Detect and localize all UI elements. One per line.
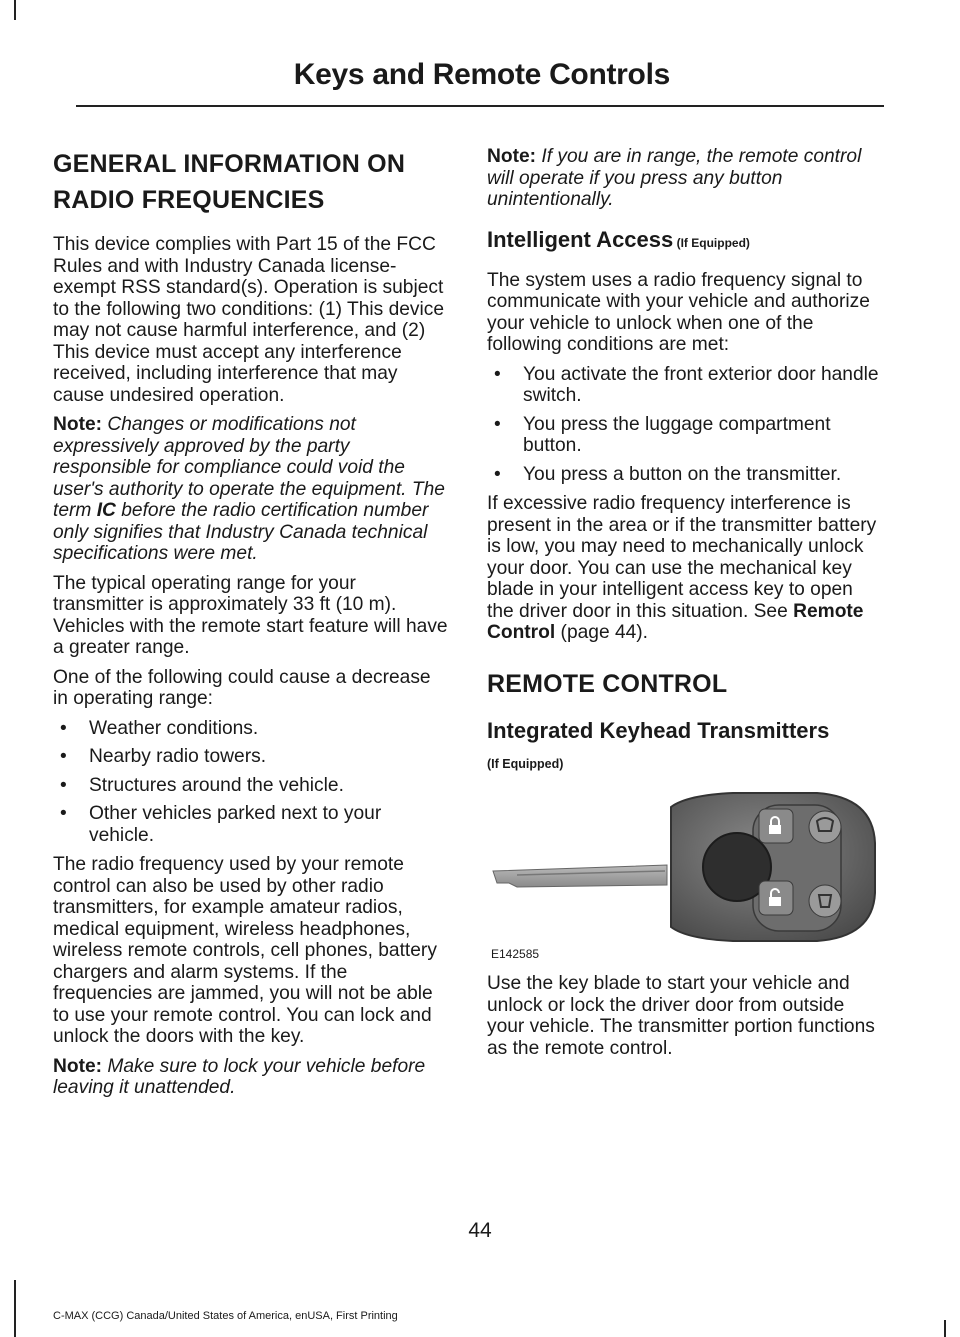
keyhead-transmitter-figure	[487, 787, 879, 965]
crop-mark-bottom-left-v	[14, 1280, 16, 1337]
heading-line-1: GENERAL INFORMATION ON	[53, 150, 406, 178]
integrated-keyhead-heading: Integrated Keyhead Transmitters	[487, 717, 830, 743]
key-fob-illustration	[487, 787, 879, 947]
remote-control-link[interactable]: Remote Control	[487, 600, 864, 643]
note-lock-vehicle	[53, 1056, 449, 1099]
note-in-range	[487, 146, 883, 211]
interference-paragraph	[487, 493, 883, 644]
page-ref: (page 44).	[555, 622, 649, 643]
intelligent-access-paragraph: The system uses a radio frequency signal to communicate with your vehicle and authorize your vehicle to unlock when one of the following conditions are met:	[487, 269, 870, 355]
note-text: Make sure to lock your vehicle before leaving it unattended.	[53, 1055, 426, 1098]
list-item: • You press a button on the transmitter.	[487, 464, 883, 486]
heading-text: Intelligent Access	[487, 226, 674, 252]
note-text: Changes or modifications not expressively approved by the party responsible for compliance could void the user's authority to operate the equipment. The term	[53, 414, 445, 521]
note-modifications	[53, 414, 449, 565]
shared-frequency-paragraph: The radio frequency used by your remote control can also be used by other radio transmitters, for example amateur radios, medical equipment, wireless headphones, wireless remote controls, cell phones, battery chargers and alarm systems. If the frequencies are jammed, you will not be able to use your remote control. You can lock and unlock the doors with the key.	[53, 854, 437, 1047]
figure-code: E142585	[491, 946, 540, 961]
operating-range-paragraph: The typical operating range for your transmitter is approximately 33 ft (10 m). Vehicles with the remote start feature will have a greater range.	[53, 572, 448, 658]
unlock-conditions-list	[487, 364, 883, 486]
header-rule	[76, 105, 884, 107]
note-label: Note:	[53, 1055, 103, 1077]
key-blade-paragraph: Use the key blade to start your vehicle and unlock or lock the driver door from outside your vehicle. The transmitter portion functions as the remote control.	[487, 973, 875, 1059]
section-heading-radio-frequencies	[53, 146, 449, 218]
page-footer: C-MAX (CCG) Canada/United States of America, enUSA, First Printing	[53, 1310, 398, 1322]
right-column	[487, 146, 883, 1067]
list-item: • Other vehicles parked next to your vehicle.	[53, 803, 449, 846]
if-equipped-label: (If Equipped)	[673, 235, 750, 250]
note-label: Note:	[487, 146, 537, 167]
list-item: • Structures around the vehicle.	[53, 775, 449, 797]
crop-mark-bottom-right-v	[944, 1320, 946, 1337]
page-header-title: Keys and Remote Controls	[293, 58, 670, 91]
list-item: • You press the luggage compartment button.	[487, 414, 883, 457]
note-text: If you are in range, the remote control will operate if you press any button unintentionally.	[487, 146, 862, 210]
list-item: • You activate the front exterior door handle switch.	[487, 364, 883, 407]
intelligent-access-heading	[487, 227, 883, 256]
left-column	[53, 146, 449, 1107]
list-item: • Nearby radio towers.	[53, 746, 449, 768]
heading-line-2: RADIO FREQUENCIES	[53, 186, 325, 214]
remote-control-heading: REMOTE CONTROL	[487, 669, 728, 698]
decrease-range-intro: One of the following could cause a decrease in operating range:	[53, 666, 431, 709]
fcc-compliance-paragraph: This device complies with Part 15 of the FCC Rules and with Industry Canada license-exempt RSS standard(s). Operation is subject to the following two conditions: (1) This device may not cause harmful interference, and (2) This device must accept any interference received, including interference that may cause undesired operation.	[53, 234, 445, 406]
note-label: Note:	[53, 414, 103, 435]
paragraph-text: If excessive radio frequency interference is present in the area or if the transmitter battery is low, you may need to mechanically unlock your door. You can use the mechanical key blade in your intelligent access key to open the driver door in this situation. See	[487, 493, 877, 622]
if-equipped-subheading: (If Equipped)	[487, 756, 564, 771]
ic-term: IC	[96, 500, 116, 521]
list-item: • Weather conditions.	[53, 718, 449, 740]
note-text-cont: before the radio certification number only signifies that Industry Canada technical specifications were met.	[53, 500, 429, 564]
range-factors-list	[53, 718, 449, 847]
page-number: 44	[468, 1219, 492, 1242]
crop-mark-top-left	[14, 0, 16, 20]
